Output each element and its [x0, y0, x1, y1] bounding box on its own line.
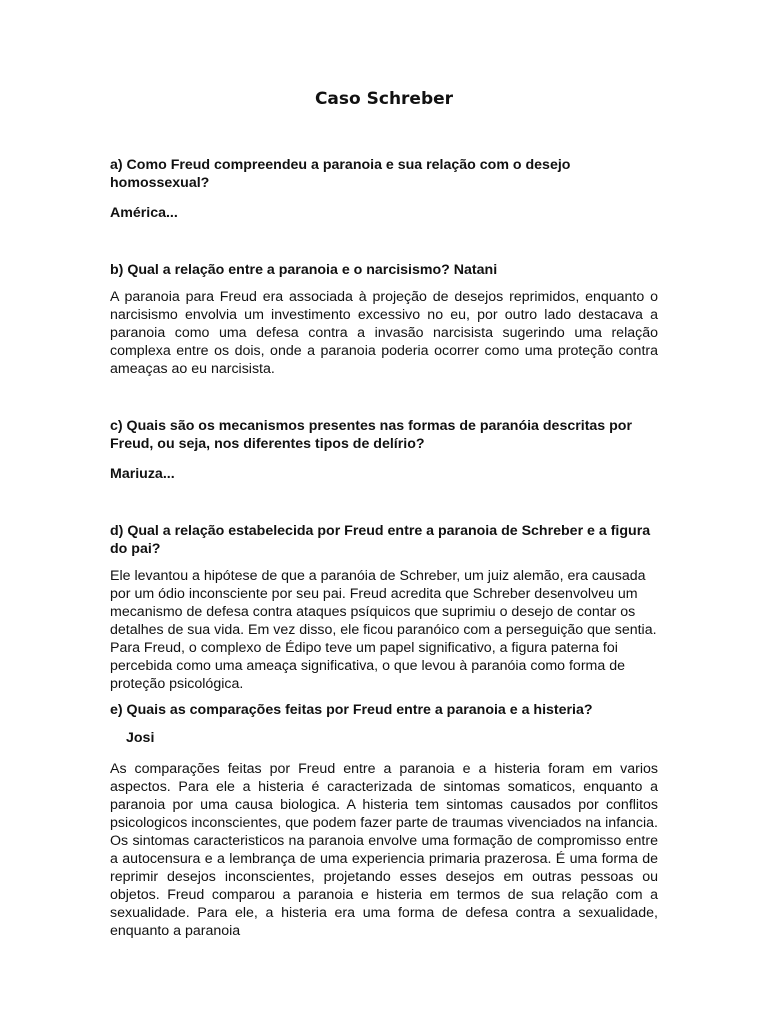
- question-d: d) Qual a relação estabelecida por Freud entre a paranoia de Schreber e a figura do pai?: [110, 523, 651, 557]
- question-b: b) Qual a relação entre a paranoia e o narcisismo? Natani: [110, 262, 498, 278]
- answer-e-name: Josi: [126, 730, 155, 746]
- answer-e-text: As comparações feitas por Freud entre a paranoia e a histeria foram em varios aspectos. Para ele a histeria é caracterizada de sintomas somaticos, enquanto a paranoia por uma causa biologica. A histeria tem sintomas causados por conflitos psicologicos inconscientes, que podem fazer parte de traumas vivenciados na infancia. Os sintomas caracteristicos na paranoia envolve uma formação de compromisso entre a autocensura e a lembrança de uma experiencia primaria prazerosa. É uma forma de reprimir desejos inconscientes, projetando esses desejos em outras pessoas ou objetos. Freud comparou a paranoia e histeria em termos de sua relação com a sexualidade. Para ele, a histeria era uma forma de defesa contra a sexualidade, enquanto a paranoia: [110, 761, 658, 939]
- question-c: c) Quais são os mecanismos presentes nas formas de paranóia descritas por Freud, ou seja, nos diferentes tipos de delírio?: [110, 418, 632, 452]
- question-a: a) Como Freud compreendeu a paranoia e sua relação com o desejo homossexual?: [110, 157, 571, 191]
- question-e: e) Quais as comparações feitas por Freud entre a paranoia e a histeria?: [110, 702, 593, 718]
- document-title: Caso Schreber: [314, 89, 454, 109]
- answer-d-text: Ele levantou a hipótese de que a paranóia de Schreber, um juiz alemão, era causada por um ódio inconsciente por seu pai. Freud acredita que Schreber desenvolveu um mecanismo de defesa contra ataques psíquicos que suprimiu o desejo de contar os detalhes de sua vida. Em vez disso, ele ficou paranóico com a perseguição que sentia. Para Freud, o complexo de Édipo teve um papel significativo, a figura paterna foi percebida como uma ameaça significativa, o que levou à paranóia como forma de proteção psicológica.: [110, 568, 657, 692]
- answer-a-name: América...: [110, 205, 178, 221]
- answer-c-name: Mariuza...: [110, 466, 175, 482]
- answer-b-text: A paranoia para Freud era associada à projeção de desejos reprimidos, enquanto o narcisismo envolvia um investimento excessivo no eu, por outro lado destacava a paranoia como uma defesa contra a invasão narcisista sugerindo uma relação complexa entre os dois, onde a paranoia poderia ocorrer como uma proteção contra ameaças ao eu narcisista.: [110, 289, 658, 377]
- document-body: [110, 154, 658, 940]
